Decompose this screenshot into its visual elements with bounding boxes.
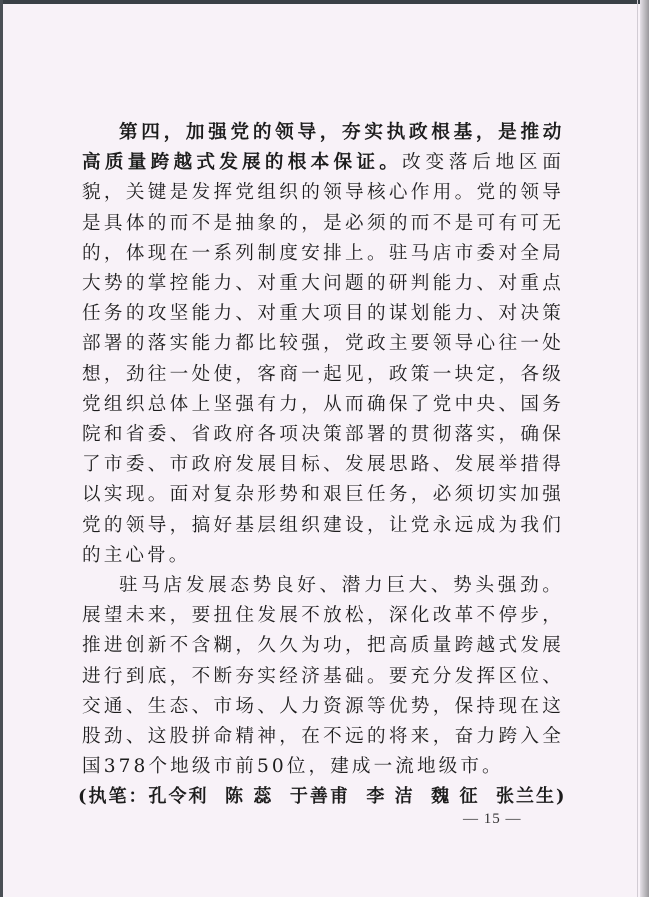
scan-edge-left (0, 0, 3, 900)
paragraph-outlook (82, 571, 564, 782)
scan-edge-right (640, 0, 649, 900)
document-page (78, 118, 567, 812)
page-number: — 15 — (463, 811, 522, 827)
byline-authors: (执笔：孔令利 陈 蕊 于善甫 李 洁 魏 征 张兰生) (78, 786, 567, 808)
paragraph-leadership (82, 118, 564, 571)
paragraph-lead-heading: 第四，加强党的领导，夯实执政根基，是推动高质量跨越式发展的根本保证。 (82, 122, 564, 174)
page-edge-line (637, 0, 638, 900)
paragraph-body: 驻马店发展态势良好、潜力巨大、势头强劲。展望未来，要扭住发展不放松，深化改革不停步，推进创新不含糊，久久为功，把高质量跨越式发展进行到底，不断夯实经济基础。要充分发挥区位、交通、生态、市场、人力资源等优势，保持现在这股劲、这股拼命精神，在不远的将来，奋力跨入全国378个地级市前50位，建成一流地级市。 (82, 575, 564, 778)
scan-edge-top (0, 0, 649, 4)
paragraph-body: 改变落后地区面貌，关键是发挥党组织的领导核心作用。党的领导是具体的而不是抽象的，是必须的而不是可有可无的，体现在一系列制度安排上。驻马店市委对全局大势的掌控能力、对重大问题的研判能力、对重点任务的攻坚能力、对重大项目的谋划能力、对决策部署的落实能力都比较强，党政主要领导心往一处想，劲往一处使，客商一起见，政策一块定，各级党组织总体上坚强有力，从而确保了党中央、国务院和省委、省政府各项决策部署的贯彻落实，确保了市委、市政府发展目标、发展思路、发展举措得以实现。面对复杂形势和艰巨任务，必须切实加强党的领导，搞好基层组织建设，让党永远成为我们的主心骨。 (82, 152, 564, 566)
